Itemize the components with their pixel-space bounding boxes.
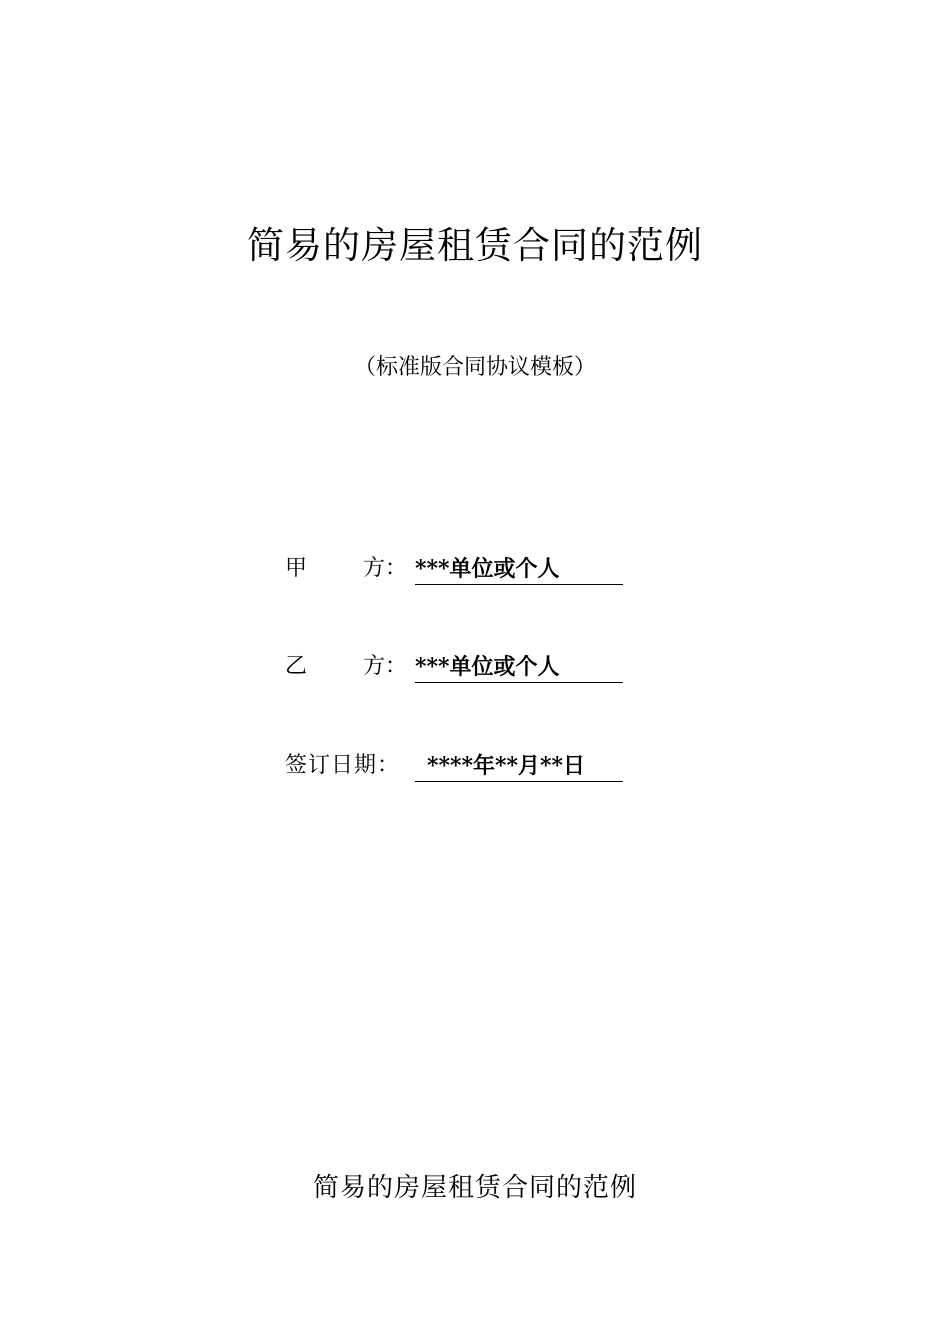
document-subtitle: （标准版合同协议模板） bbox=[353, 355, 596, 380]
party-a-label-char-1: 甲 bbox=[285, 556, 308, 581]
footer-title: 简易的房屋租赁合同的范例 bbox=[312, 1173, 637, 1203]
document-title: 简易的房屋租赁合同的范例 bbox=[247, 224, 703, 267]
party-b-value: ***单位或个人 bbox=[415, 654, 560, 680]
party-b-value-field[interactable] bbox=[415, 650, 623, 683]
signing-date-value: ****年**月**日 bbox=[427, 753, 586, 779]
party-a-value-field[interactable] bbox=[415, 552, 623, 585]
party-b-label-char-2: 方： bbox=[363, 654, 408, 679]
party-a-label-char-2: 方： bbox=[363, 556, 408, 581]
signing-date-label: 签订日期： bbox=[285, 753, 401, 778]
party-b-label-char-1: 乙 bbox=[285, 654, 308, 679]
party-a-value: ***单位或个人 bbox=[415, 556, 560, 582]
signing-date-value-field[interactable] bbox=[415, 749, 623, 782]
